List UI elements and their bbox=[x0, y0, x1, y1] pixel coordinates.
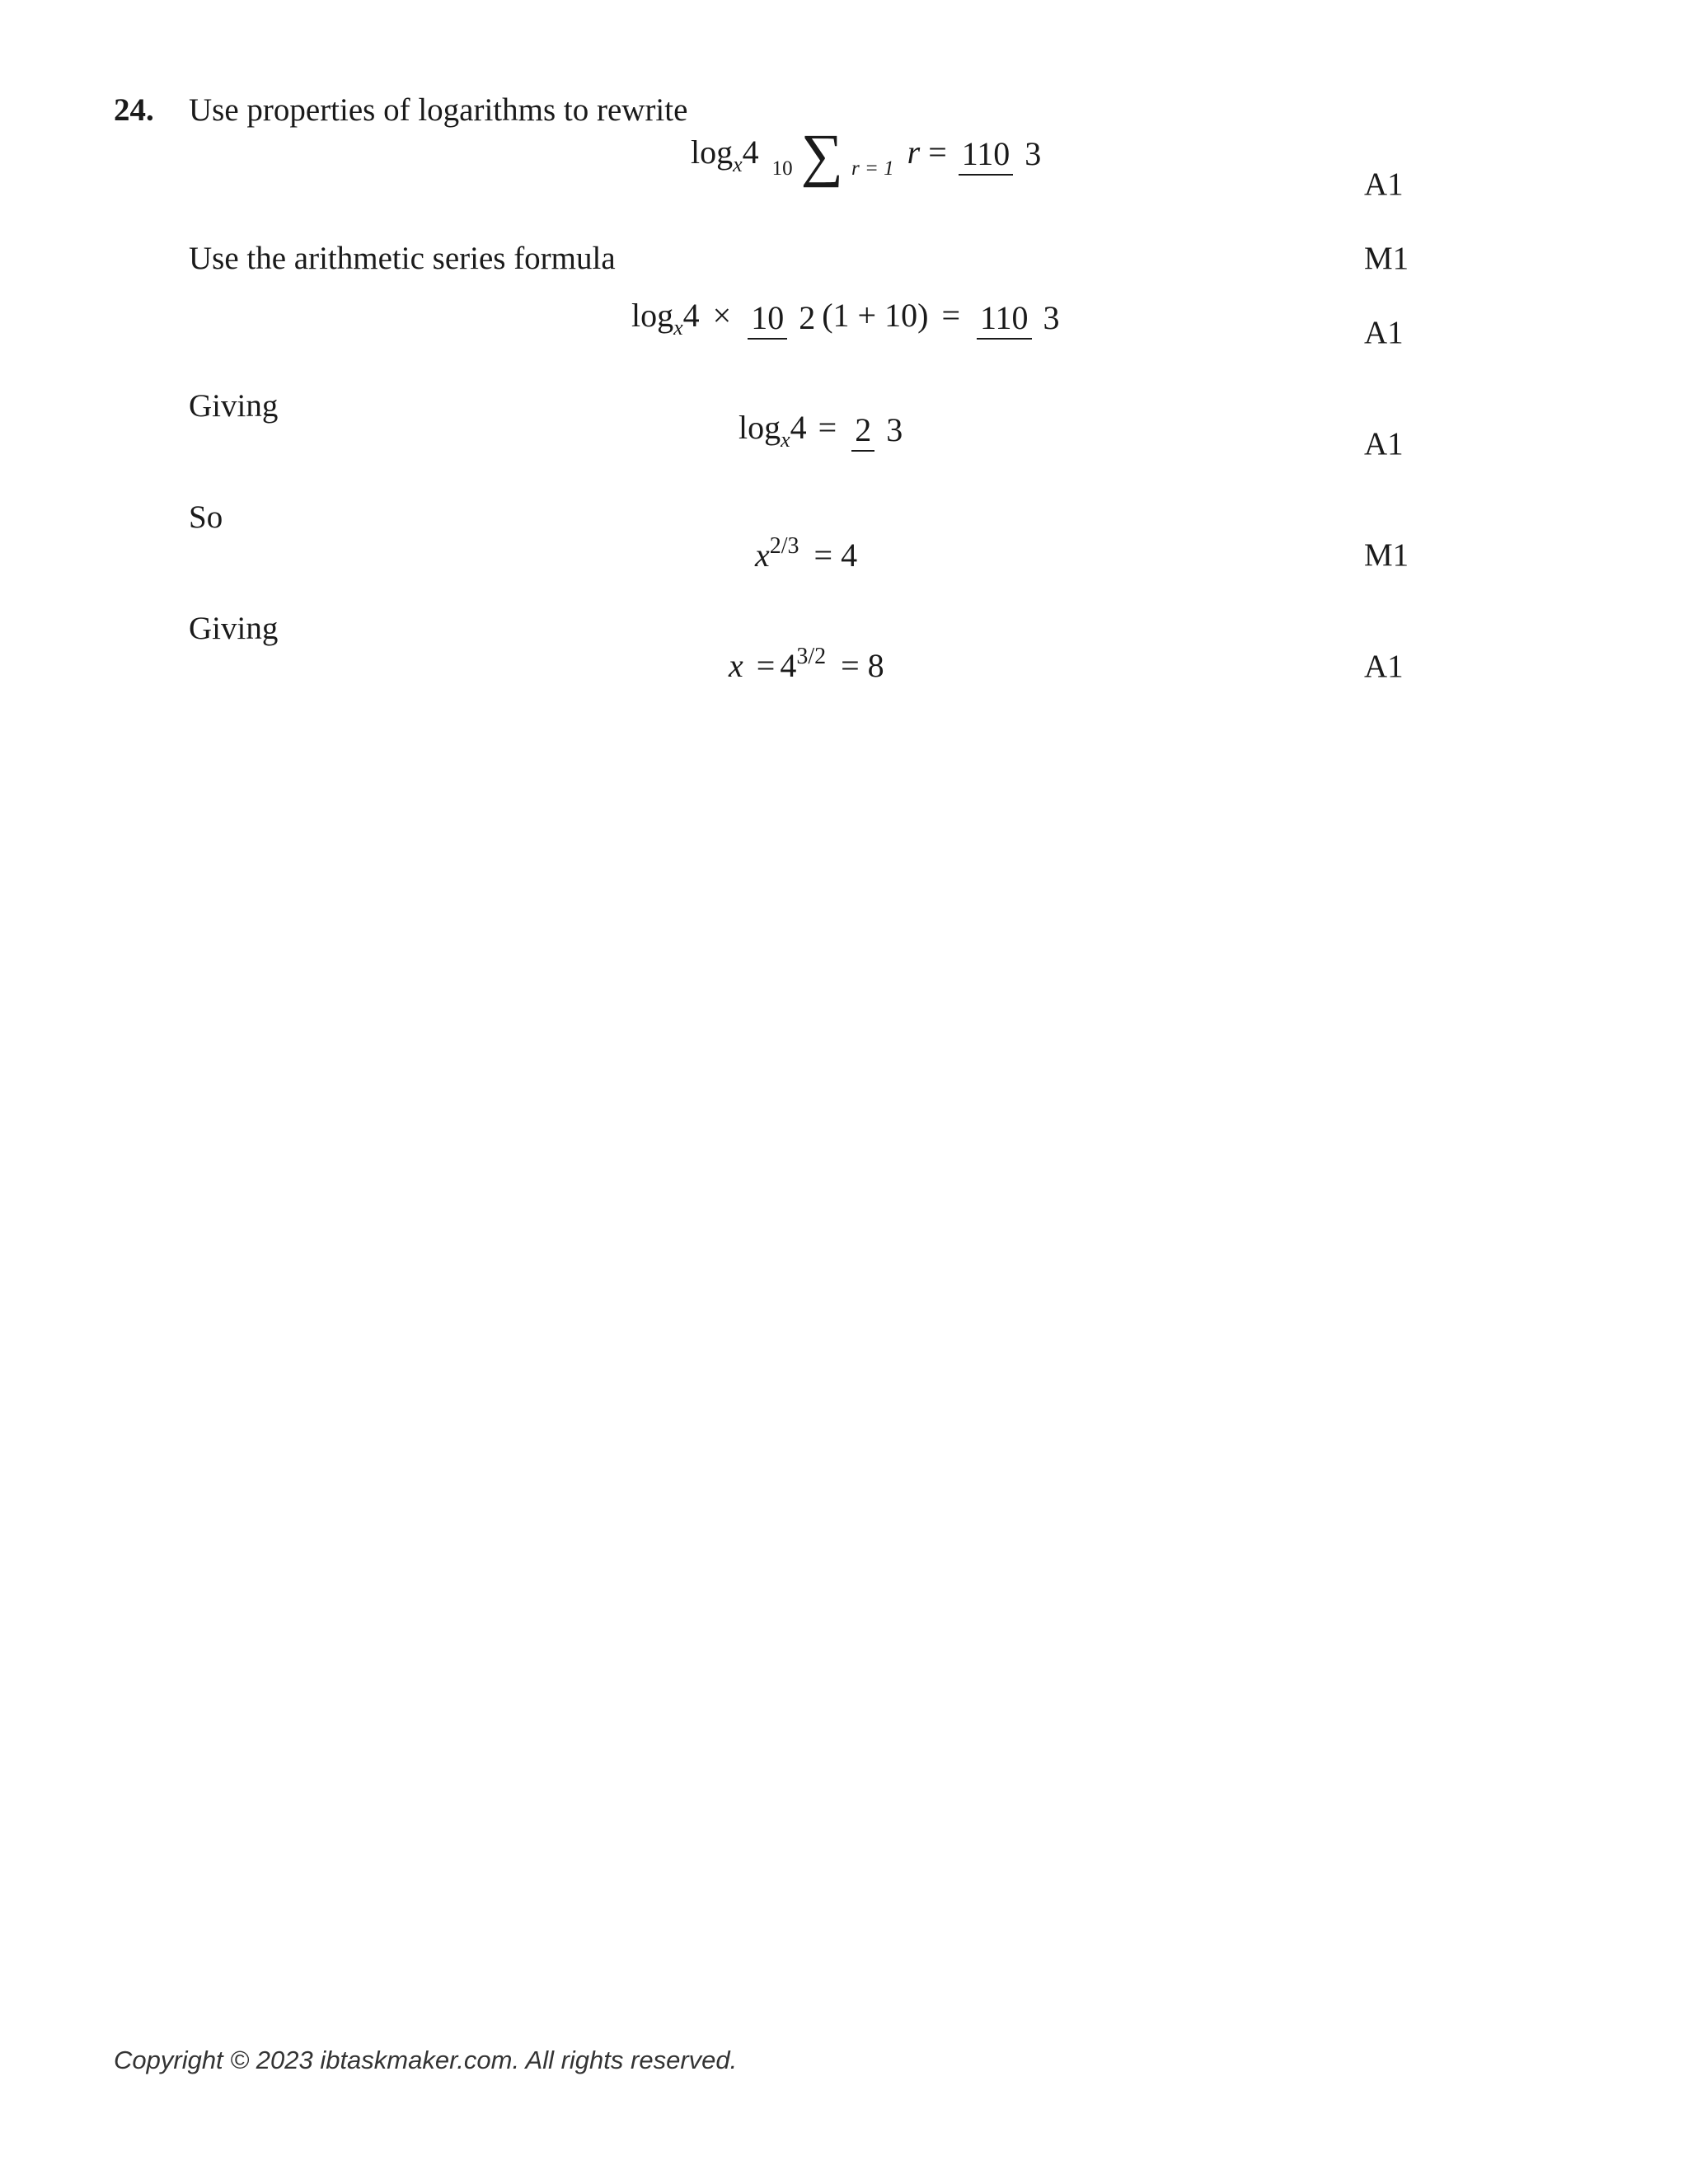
fraction-denominator: 3 bbox=[1025, 135, 1042, 173]
variable-x: x bbox=[729, 647, 743, 684]
fraction-numerator: 2 bbox=[851, 414, 874, 452]
mark-step-6: A1 bbox=[1364, 649, 1404, 684]
fraction-denominator: 3 bbox=[886, 411, 903, 448]
copyright-footer: Copyright © 2023 ibtaskmaker.com. All rights reserved. bbox=[114, 2046, 738, 2074]
equation-power bbox=[755, 533, 858, 574]
log-argument: 4 bbox=[682, 297, 700, 335]
log-text: log bbox=[631, 297, 674, 335]
variable-x: x bbox=[755, 537, 770, 574]
fraction-numerator: 110 bbox=[959, 138, 1014, 176]
sum-lower-limit: r = 1 bbox=[851, 157, 894, 180]
sum-upper-limit: 10 bbox=[771, 157, 793, 180]
step-label-giving-2: Giving bbox=[189, 611, 279, 646]
fraction-result bbox=[977, 298, 1063, 340]
sum-variable: r bbox=[907, 133, 921, 171]
equation-solution bbox=[729, 644, 884, 684]
log-base: x bbox=[733, 152, 743, 176]
mark-step-4: A1 bbox=[1364, 426, 1404, 462]
right-hand-side: = 8 bbox=[841, 647, 884, 684]
equals-sign: = bbox=[941, 297, 960, 335]
equation-log-value bbox=[738, 410, 909, 452]
fraction-ten-halves bbox=[748, 298, 818, 340]
question-intro: Use properties of logarithms to rewrite bbox=[189, 92, 688, 128]
mark-step-2: M1 bbox=[1364, 241, 1409, 276]
mark-step-5: M1 bbox=[1364, 537, 1409, 573]
equation-log-sum bbox=[691, 122, 1048, 188]
sigma-symbol: ∑ bbox=[800, 122, 843, 188]
right-hand-side: = 4 bbox=[814, 537, 858, 574]
fraction bbox=[959, 134, 1045, 176]
question-number: 24. bbox=[114, 92, 154, 128]
fraction-denominator: 3 bbox=[1043, 299, 1060, 336]
power-base: 4 bbox=[780, 647, 797, 684]
fraction-denominator: 2 bbox=[799, 299, 816, 336]
step-label-giving-1: Giving bbox=[189, 388, 279, 424]
log-argument: 4 bbox=[742, 133, 759, 171]
equals-sign: = bbox=[756, 647, 776, 684]
fraction-numerator: 110 bbox=[977, 302, 1032, 340]
mark-step-3: A1 bbox=[1364, 315, 1404, 350]
parenthesized-sum: (1 + 10) bbox=[822, 297, 929, 335]
fraction-numerator: 10 bbox=[748, 302, 787, 340]
log-text: log bbox=[691, 133, 734, 171]
step-label-so: So bbox=[189, 499, 223, 535]
equals-sign: = bbox=[928, 133, 947, 171]
log-text: log bbox=[738, 409, 781, 447]
step-label-arithmetic: Use the arithmetic series formula bbox=[189, 241, 616, 276]
exponent: 2/3 bbox=[769, 533, 799, 559]
equation-arithmetic-series bbox=[631, 298, 1067, 340]
summation bbox=[771, 122, 894, 188]
log-argument: 4 bbox=[790, 409, 807, 447]
log-base: x bbox=[781, 428, 790, 452]
fraction-two-thirds bbox=[851, 410, 906, 452]
times-sign: × bbox=[712, 297, 732, 335]
exponent: 3/2 bbox=[796, 644, 827, 669]
mark-step-1: A1 bbox=[1364, 166, 1404, 202]
log-base: x bbox=[673, 316, 683, 340]
equals-sign: = bbox=[818, 409, 837, 447]
